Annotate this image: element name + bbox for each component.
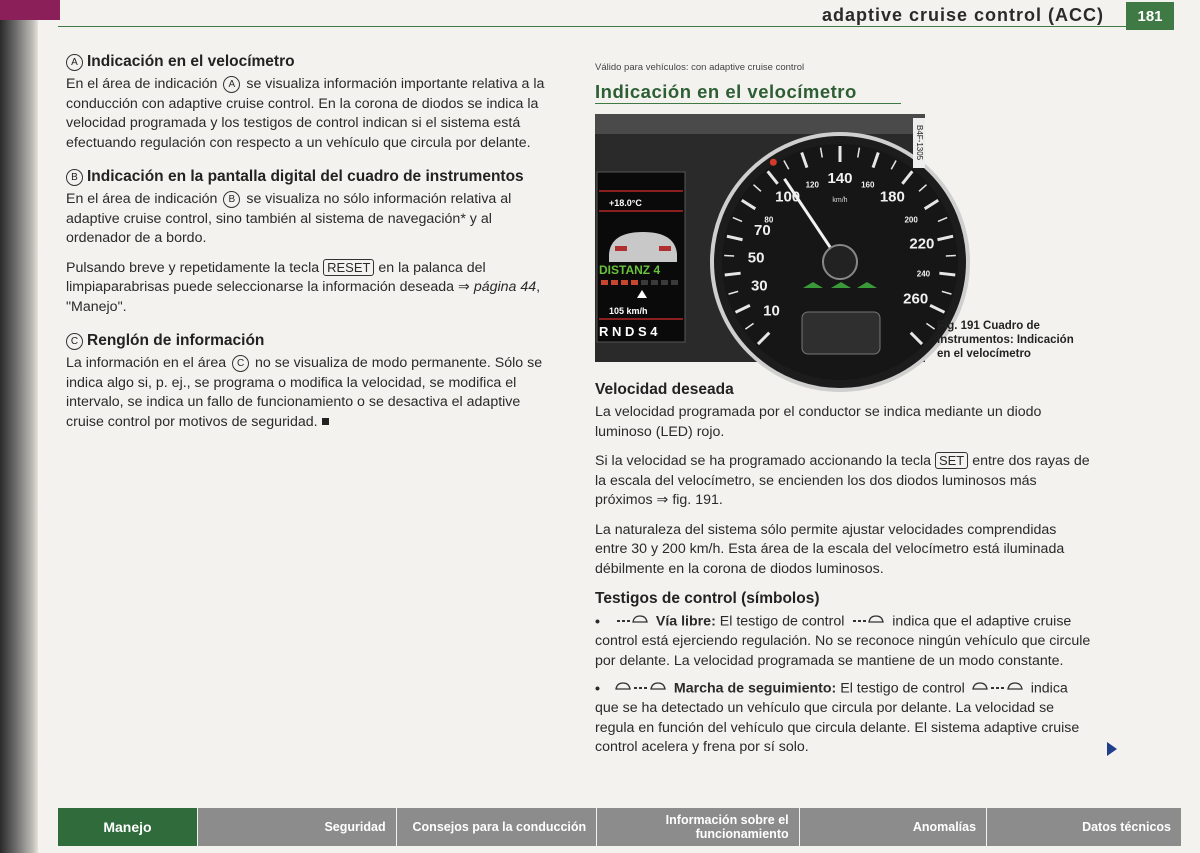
marcha-seguimiento-label: Marcha de seguimiento: bbox=[673, 680, 837, 697]
marker-a-inline: A bbox=[223, 76, 240, 93]
distance-bar-segment bbox=[601, 280, 608, 285]
right-column bbox=[595, 58, 1091, 766]
section-c-text bbox=[66, 354, 554, 432]
section-b-reset-text bbox=[66, 259, 554, 318]
speed-tick-label: 220 bbox=[909, 235, 935, 253]
section-c-title: Renglón de información bbox=[87, 332, 265, 349]
speed-tick-label: 100 bbox=[775, 188, 801, 206]
instrument-cluster-svg bbox=[595, 114, 935, 362]
nav-tab-1[interactable]: Seguridad bbox=[198, 808, 397, 846]
instrument-cluster-figure bbox=[595, 114, 935, 362]
set-speed-led bbox=[770, 159, 777, 166]
testigos-heading: Testigos de control (símbolos) bbox=[595, 590, 820, 607]
speed-tick-label: 140 bbox=[827, 170, 853, 187]
car-taillight-right bbox=[659, 246, 671, 251]
nav-tab-4[interactable]: Anomalías bbox=[800, 808, 987, 846]
page-header-title: adaptive cruise control (ACC) bbox=[821, 5, 1104, 25]
section-b-text bbox=[66, 190, 554, 249]
via-libre-label: Vía libre: bbox=[655, 613, 716, 630]
marcha-seguimiento-post: indica que se ha detectado un vehículo que circula por delante. La velocidad se regula en función del vehículo que circula delante. El sistema adaptive cruise control acelera y frena por sí solo. bbox=[595, 680, 1080, 755]
display-temperature: +18.0°C bbox=[609, 198, 642, 208]
speed-tick-label: 10 bbox=[763, 302, 780, 320]
display-band-bottom bbox=[599, 318, 683, 320]
ref-arrow: ⇒ bbox=[457, 279, 470, 295]
marker-b: B bbox=[66, 169, 83, 186]
distance-bar-segment bbox=[611, 280, 618, 285]
section-a-title: Indicación en el velocímetro bbox=[87, 53, 295, 70]
needle-hub bbox=[823, 245, 857, 279]
velocidad-deseada-heading: Velocidad deseada bbox=[595, 381, 734, 398]
section-b-text-2: se visualiza no sólo información relativa al adaptive cruise control, sino también al sistema de navegación* y al ordenador de a bordo. bbox=[66, 191, 512, 246]
section-b-heading bbox=[66, 167, 554, 186]
marker-c-inline: C bbox=[232, 355, 249, 372]
via-libre-pre: El testigo de control bbox=[719, 613, 845, 630]
scale-tick bbox=[724, 255, 734, 256]
bullet-via-libre bbox=[595, 612, 1091, 671]
nav-tab-2[interactable]: Consejos para la conducción bbox=[397, 808, 598, 846]
speed-tick-label: 80 bbox=[764, 215, 774, 225]
chapter-nav bbox=[58, 808, 1182, 846]
distance-bar-segment bbox=[631, 280, 638, 285]
figure-code: B4F-1305 bbox=[913, 118, 925, 168]
section-a-text bbox=[66, 75, 554, 153]
bullet-dot: • bbox=[595, 613, 600, 630]
vd-paragraph-3: La naturaleza del sistema sólo permite ajustar velocidades comprendidas entre 30 y 200 km/h. Esta área de la escala del velocímetro está iluminada débilmente en la corona de diodos luminosos. bbox=[595, 521, 1065, 577]
speed-tick-label: 120 bbox=[805, 180, 819, 190]
section-c-text-2: no se visualiza de modo permanente. Sólo se indica algo si, p. ej., se programa o modifica la velocidad, se modifica el intervalo, se indica un fallo de funcionamiento o se desactiva el adaptive cruise control por motivos de seguridad. bbox=[66, 355, 543, 430]
book-spine bbox=[0, 0, 38, 853]
header-rule bbox=[58, 26, 1158, 27]
speed-tick-label: 50 bbox=[747, 249, 765, 267]
acc-indicator-leds bbox=[803, 282, 877, 288]
bullet-marcha-seguimiento bbox=[595, 679, 1091, 758]
nav-tab-3[interactable]: Información sobre el funcionamiento bbox=[597, 808, 799, 846]
vd-p2-pre: Si la velocidad se ha programado accionando la tecla bbox=[595, 453, 931, 469]
section-a-heading bbox=[66, 52, 554, 71]
reset-key: RESET bbox=[323, 259, 374, 276]
distance-bar-segment bbox=[671, 280, 678, 285]
distance-bar-segment bbox=[621, 280, 628, 285]
section-a-text-1: En el área de indicación bbox=[66, 76, 218, 92]
speed-unit-label: km/h bbox=[832, 197, 848, 204]
bullet-dot: • bbox=[595, 680, 600, 697]
marcha-seguimiento-pre: El testigo de control bbox=[840, 680, 965, 697]
speed-tick-label: 240 bbox=[916, 269, 931, 279]
speedo-display-window bbox=[802, 312, 880, 354]
via-libre-post: indica que el adaptive cruise control está ejerciendo regulación. No se reconoce ningún vehículo que circule por delante. La velocidad programada se mantiene de un modo constante. bbox=[595, 613, 1091, 669]
page-number: 181 bbox=[1126, 2, 1174, 30]
speed-tick-label: 260 bbox=[903, 290, 929, 308]
display-speed: 105 km/h bbox=[609, 306, 648, 316]
section-a-text-2: se visualiza información importante relativa a la conducción con adaptive cruise control. En la corona de diodos se indica la velocidad programada y los testigos de control indican si el sistema está efectuando regulación con respecto a un vehículo que circula por delante. bbox=[66, 76, 545, 151]
speed-tick-label: 200 bbox=[904, 215, 918, 225]
via-libre-icon-inline bbox=[851, 612, 885, 632]
car-taillight-left bbox=[615, 246, 627, 251]
display-distance: DISTANZ 4 bbox=[599, 263, 661, 277]
speed-tick-label: 70 bbox=[754, 221, 771, 239]
ref-rest: , "Manejo". bbox=[66, 279, 541, 315]
display-gear: R N D S 4 bbox=[599, 324, 658, 339]
page-reference-link[interactable]: página 44 bbox=[473, 279, 537, 295]
set-key: SET bbox=[935, 452, 968, 469]
via-libre-icon bbox=[615, 612, 649, 632]
section-c-text-1: La información en el área bbox=[66, 355, 227, 371]
marker-c: C bbox=[66, 333, 83, 350]
marker-b-inline: B bbox=[223, 191, 240, 208]
scale-tick bbox=[939, 273, 955, 275]
section-c-heading bbox=[66, 331, 554, 350]
vd-paragraph-1: La velocidad programada por el conductor se indica mediante un diodo luminoso (LED) rojo. bbox=[595, 404, 1042, 440]
speed-tick-label: 160 bbox=[861, 180, 875, 190]
follow-car-icon-inline bbox=[972, 679, 1024, 699]
speed-tick-label: 180 bbox=[879, 188, 905, 206]
figure-caption: Fig. 191 Cuadro de instrumentos: Indicación en el velocímetro bbox=[937, 320, 1074, 360]
vd-p2-post: entre dos rayas de la escala del velocímetro, se encienden los dos diodos luminosos más próximos ⇒ fig. 191. bbox=[595, 453, 1090, 508]
distance-bar-segment bbox=[651, 280, 658, 285]
continue-arrow-icon bbox=[1107, 742, 1117, 756]
speed-tick-label: 30 bbox=[750, 277, 768, 295]
marker-a: A bbox=[66, 54, 83, 71]
section-b-title: Indicación en la pantalla digital del cuadro de instrumentos bbox=[87, 168, 524, 185]
validity-note: Válido para vehículos: con adaptive cruise control bbox=[595, 62, 805, 73]
reset-text-pre: Pulsando breve y repetidamente la tecla bbox=[66, 259, 320, 276]
distance-bar-segment bbox=[661, 280, 668, 285]
manual-page bbox=[38, 0, 1200, 853]
scale-tick bbox=[725, 273, 741, 275]
reset-text-post: en la palanca del limpiaparabrisas puede seleccionarse la información deseada bbox=[66, 259, 486, 295]
end-of-section-mark bbox=[322, 418, 329, 425]
scale-tick bbox=[946, 255, 956, 256]
nav-tab-0[interactable]: Manejo bbox=[58, 808, 198, 846]
display-band-top bbox=[599, 190, 683, 192]
left-column bbox=[66, 52, 554, 442]
distance-bar-segment bbox=[641, 280, 648, 285]
follow-car-icon bbox=[615, 679, 667, 699]
vd-paragraph-2 bbox=[595, 452, 1091, 511]
figure-container bbox=[595, 114, 1091, 364]
section-b-text-1: En el área de indicación bbox=[66, 191, 218, 207]
nav-tab-5[interactable]: Datos técnicos bbox=[987, 808, 1182, 846]
section-title: Indicación en el velocímetro bbox=[595, 82, 901, 105]
display-band-mid bbox=[599, 210, 683, 212]
